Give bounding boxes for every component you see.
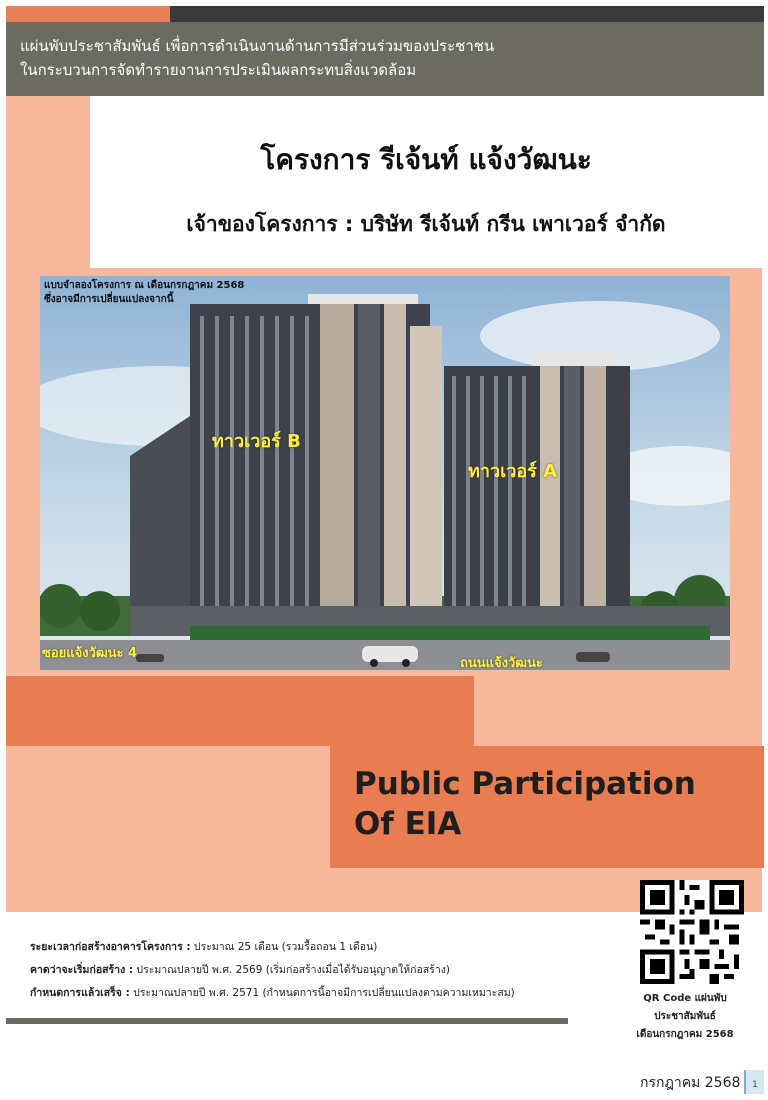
header-band [6, 22, 764, 96]
title-box [90, 96, 762, 268]
qr-code-graphic [640, 880, 744, 984]
schedule-finish-label: กำหนดการแล้วเสร็จ : [30, 987, 130, 999]
header-line-2: ในกระบวนการจัดทำรายงานการประเมินผลกระทบสิ่งแวดล้อม [20, 61, 417, 79]
qr-caption-line-1: QR Code แผ่นพับ [643, 993, 727, 1004]
schedule-start [30, 961, 450, 978]
building-illustration [40, 276, 730, 670]
schedule-duration-label: ระยะเวลาก่อสร้างอาคารโครงการ : [30, 941, 191, 953]
soi-label: ซอยแจ้งวัฒนะ 4 [42, 646, 138, 661]
tower-b-label: ทาวเวอร์ B [212, 431, 301, 452]
top-strip-orange [6, 6, 170, 22]
banner-title [354, 764, 696, 844]
page-number: 1 [744, 1070, 764, 1094]
project-title: โครงการ รีเจ้นท์ แจ้งวัฒนะ [260, 143, 592, 176]
rendering-caption-line-2: ซึ่งอาจมีการเปลี่ยนแปลงจากนี้ [44, 294, 174, 305]
project-rendering-image [40, 276, 730, 670]
schedule-start-value: ประมาณปลายปี พ.ศ. 2569 (เริ่มก่อสร้างเมื่อได้รับอนุญาตให้ก่อสร้าง) [136, 964, 450, 976]
qr-caption [610, 990, 760, 1044]
qr-caption-line-3: เดือนกรกฎาคม 2568 [636, 1029, 734, 1040]
decor-block-peach-right [474, 676, 762, 746]
header-line-1: แผ่นพับประชาสัมพันธ์ เพื่อการดำเนินงานด้านการมีส่วนร่วมของประชาชน [20, 37, 495, 55]
schedule-finish-value: ประมาณปลายปี พ.ศ. 2571 (กำหนดการนี้อาจมีการเปลี่ยนแปลงตามความเหมาะสม) [133, 987, 515, 999]
qr-caption-line-2: ประชาสัมพันธ์ [654, 1011, 716, 1022]
road-label: ถนนแจ้งวัฒนะ [460, 656, 543, 670]
decor-block-orange-left [6, 676, 474, 746]
schedule-start-label: คาดว่าจะเริ่มก่อสร้าง : [30, 964, 134, 976]
project-owner: เจ้าของโครงการ : บริษัท รีเจ้นท์ กรีน เพาเวอร์ จำกัด [186, 212, 666, 236]
schedule-duration [30, 938, 377, 955]
schedule-duration-value: ประมาณ 25 เดือน (รวมรื้อถอน 1 เดือน) [193, 941, 378, 953]
rendering-caption-line-1: แบบจำลองโครงการ ณ เดือนกรกฎาคม 2568 [44, 280, 245, 291]
qr-code[interactable] [640, 880, 744, 984]
footer-date: กรกฎาคม 2568 [640, 1075, 741, 1091]
tower-a-label: ทาวเวอร์ A [468, 461, 558, 482]
banner-title-line-2: Of EIA [354, 806, 462, 842]
top-strip-dark [170, 6, 764, 22]
schedule-finish [30, 984, 515, 1001]
banner-title-line-1: Public Participation [354, 766, 696, 802]
bottom-divider-bar [6, 1018, 568, 1024]
